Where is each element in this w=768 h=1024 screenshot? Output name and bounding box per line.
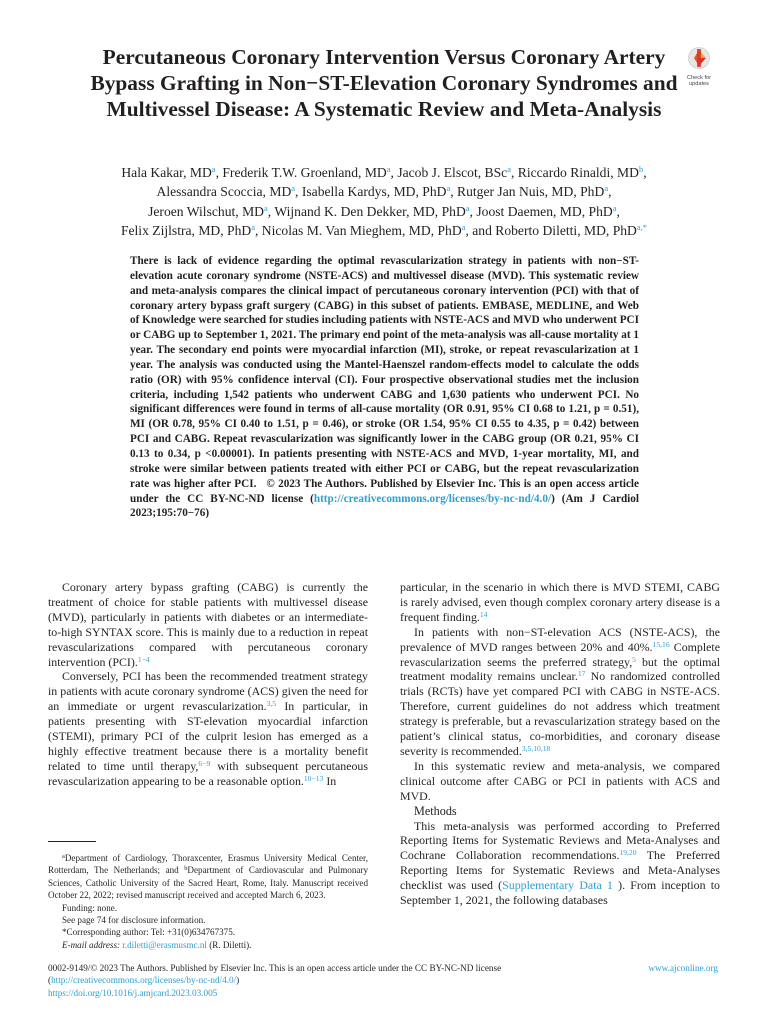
author-5: Alessandra Scoccia, $MD^a$,	[156, 183, 302, 200]
intro-paragraph-3: particular, in the scenario in which there is MVD STEMI, CABG is rarely advised, even though complex coronary artery disease is a frequent finding.$^{14}$	[400, 580, 720, 624]
badge-line-1: Check for	[687, 75, 711, 81]
author-11: Felix Zijlstra, MD, PhD$^a$,	[120, 222, 262, 239]
email-note: E-mail address: r.diletti@erasmusmc.nl (R. Diletti).	[62, 939, 252, 950]
footnotes	[48, 852, 368, 951]
affiliations-note: $^a$Department of Cardiology, Thoraxcenter, Erasmus University Medical Center, Rotterdam, The Netherlands; and $^b$Department of Cardiovascular and Pulmonary Sciences, Catholic University of the Sacred Heart, Rome, Italy. Manuscript received October 22, 2022; revised manuscript received and accepted March 6, 2023.	[48, 853, 368, 901]
check-for-updates-icon	[688, 46, 710, 70]
disclosure-note: See page 74 for disclosure information.	[62, 915, 206, 926]
corresponding-note: *Corresponding author: Tel: +31(0)634767375.	[62, 927, 236, 938]
author-3: Jacob J. Elscot, BSc$^a$,	[397, 164, 518, 180]
ref-link[interactable]: 10−13	[303, 773, 324, 783]
ref-link[interactable]: 3,5,10,18	[521, 743, 551, 753]
abstract-license-link[interactable]: http://creativecommons.org/licenses/by-nc-nd/4.0/	[313, 492, 552, 505]
badge-line-2: updates	[689, 81, 709, 88]
author-10: Joost Daemen, MD, PhD$^a$,	[476, 202, 620, 219]
footer-issn: 0002-9149/© 2023 The Authors. Published by Elsevier Inc. This is an open access article under the CC BY-NC-ND license (	[48, 963, 502, 986]
author-12: Nicolas M. Van Mieghem, MD, PhD$^a$,	[261, 222, 473, 239]
ref-link[interactable]: 19,20	[619, 848, 637, 858]
funding-note: Funding: none.	[62, 902, 118, 913]
intro-paragraph-5: In this systematic review and meta-analysis, we compared clinical outcome after CABG or PCI in patients with ACS and MVD.	[400, 758, 720, 803]
author-8: Jeroen Wilschut, $MD^a$,	[148, 202, 275, 219]
intro-paragraph-4: In patients with non−ST-elevation ACS (NSTE-ACS), the prevalence of MVD ranges between 20% and 40%.$^{15,16}$ Complete revascularization seems the preferred strategy,$^5$ but the optimal treatment modality remains unclear.$^{17}$ No randomized controlled trials (RCTs) have yet compared PCI with CABG in NSTE-ACS. Therefore, current guidelines do not address which treatment strategy is preferable, but a revascularization strategy based on the patient’s clinical status, co-morbidities, and coronary disease severity is recommended.$^{3,5,10,18}$	[400, 624, 721, 758]
ref-link[interactable]: 1−4	[137, 654, 150, 664]
check-for-updates-badge[interactable]	[680, 46, 718, 92]
footnote-divider	[48, 841, 96, 842]
intro-paragraph-2: Conversely, PCI has been the recommended treatment strategy in patients with acute coronary syndrome (ACS) given the need for an immediate or urgent revascularization.$^{3,5}$ In particular, in patients presenting with ST-elevation myocardial infarction (STEMI), primary PCI of the culprit lesion has emerged as a highly effective treatment because there is a mortality benefit related to time until therapy,$^{6-9}$ with subsequent percutaneous revascularization appearing to be a reasonable option.$^{10-13}$ In	[48, 669, 368, 788]
ref-link[interactable]: 14	[479, 609, 488, 619]
footer-license: 0002-9149/© 2023 The Authors. Published by Elsevier Inc. This is an open access article under the CC BY-NC-ND license (http://creativecommons.org/licenses/by-nc-nd/4.0/) https://doi.org/10.1016/j.amjcard.2023.03.005	[48, 962, 608, 999]
author-6: Isabella Kardys, MD, PhD$^a$,	[301, 183, 458, 200]
methods-heading: Methods	[414, 803, 457, 818]
doi-link[interactable]: https://doi.org/10.1016/j.amjcard.2023.03.005	[48, 987, 218, 998]
author-4: Riccardo Rinaldi, $MD^b$,	[517, 164, 647, 180]
right-column	[400, 580, 720, 908]
abstract	[130, 254, 639, 521]
journal-url-link[interactable]: www.ajconline.org	[648, 963, 718, 973]
ref-link[interactable]: 5	[632, 654, 636, 664]
ref-link[interactable]: 6−9	[198, 758, 211, 768]
footer-license-link[interactable]: http://creativecommons.org/licenses/by-nc-nd/4.0/	[51, 975, 237, 986]
abstract-text: There is lack of evidence regarding the optimal revascularization strategy in patients with non−ST-elevation acute coronary syndrome (NSTE-ACS) and multivessel disease (MVD). This systematic review and meta-analysis compares the clinical impact of percutaneous coronary intervention (PCI) with that of coronary artery bypass graft surgery (CABG) in this subset of patients. EMBASE, MEDLINE, and Web of Knowledge were searched for studies including patients with NSTE-ACS and MVD who underwent PCI or CABG up to September 1, 2021. The primary end point of the meta-analysis was all-cause mortality at 1 year. The secondary end points were myocardial infarction (MI), stroke, or repeat revascularization at 1 year. The analysis was conducted using the Mantel-Haenszel random-effects model to calculate the odds ratio (OR) with 95% confidence interval (CI). Four prospective observational studies met the inclusion criteria, including 1,542 patients who underwent CABG and 1,630 patients who underwent PCI. No significant differences were found in terms of all-cause mortality (OR 0.91, 95% CI 0.68 to 1.21, p = 0.51), MI (OR 0.78, 95% CI 0.40 to 1.51, p = 0.46), or stroke (OR 1.54, 95% CI 0.55 to 4.35, p = 0.42) between PCI and CABG. Repeat revascularization was significantly lower in the CABG group (OR 0.21, 95% CI 0.13 to 0.34, p <0.00001). In patients presenting with NSTE-ACS and MVD, 1-year mortality, MI, and stroke were similar between patients treated with either PCI or CABG, but the repeat revascularization rate was higher after PCI. © 2023 The Authors. Published by Elsevier Inc. This is an open access article under the CC BY-NC-ND license (	[130, 255, 640, 505]
author-7: Rutger Jan Nuis, MD, PhD$^a$,	[457, 183, 612, 200]
author-9: Wijnand K. Den Dekker, MD, PhD$^a$,	[274, 202, 477, 219]
author-list	[60, 163, 708, 241]
supplementary-data-link[interactable]: Supplementary Data 1	[502, 878, 613, 893]
ref-link[interactable]: 15,16	[652, 639, 670, 649]
methods-paragraph-1: This meta-analysis was performed according to Preferred Reporting Items for Systematic Reviews and Meta-Analyses and Cochrane Collaboration recommendations.$^{19,20}$ The Preferred Reporting Items for Systematic Reviews and Meta-Analyses checklist was used (Supplementary Data 1 ). From inception to September 1, 2021, the following databases	[400, 818, 720, 908]
author-2: Frederik T.W. Groenland, $MD^a$,	[222, 164, 398, 180]
author-1: Hala Kakar, $MD^a$,	[121, 164, 223, 180]
intro-paragraph-1: Coronary artery bypass grafting (CABG) is currently the treatment of choice for stable patients with multivessel disease (MVD), particularly in patients with diabetes or an intermediate-to-high SYNTAX score. This is mainly due to a reduction in repeat revascularizations compared with percutaneous coronary intervention (PCI).$^{1-4}$	[48, 580, 368, 669]
ref-link[interactable]: 17	[577, 669, 586, 679]
email-link[interactable]: r.diletti@erasmusmc.nl	[122, 939, 207, 950]
abstract-citation: ) (Am J Cardiol 2023;195:70−76)	[130, 492, 639, 520]
ref-link[interactable]: 3,5	[266, 699, 277, 709]
author-13: and Roberto Diletti, MD, PhD$^{a,*}$	[472, 222, 648, 239]
article-title: Percutaneous Coronary Intervention Versus Coronary Artery Bypass Grafting in Non−ST-Elevation Coronary Syndromes and Multivessel Disease: A Systematic Review and Meta-Analysis	[90, 45, 678, 122]
left-column	[48, 580, 368, 789]
